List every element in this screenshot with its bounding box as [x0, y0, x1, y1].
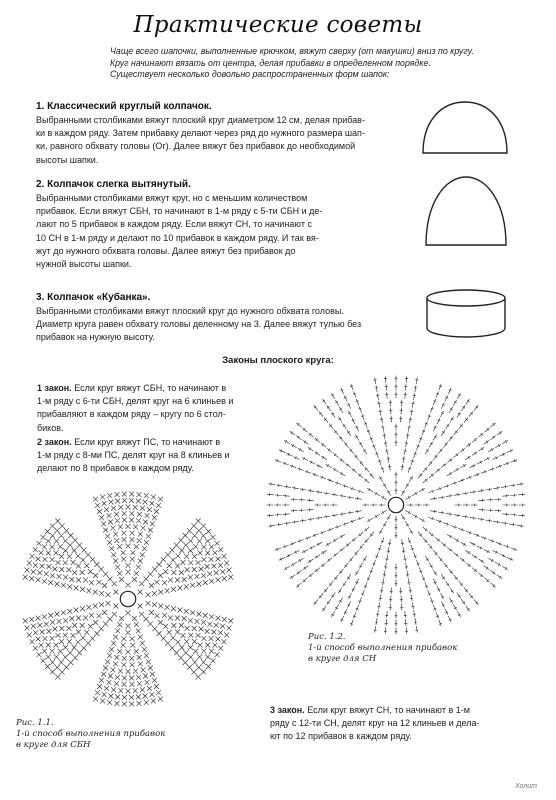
center-ring [388, 497, 403, 512]
wedge [267, 483, 386, 528]
center-ring [120, 591, 135, 606]
text-line: высоты шапки. [36, 154, 99, 165]
stitch-symbols [314, 514, 391, 626]
kubanka-cap-icon [425, 288, 507, 340]
text-line: Выбранными столбиками вяжут плоский круг до нужного обхвата головы. [36, 306, 344, 316]
text-line: Если круг вяжут СБН, то начинают в [71, 383, 227, 393]
wedge [275, 423, 387, 500]
wedge [374, 516, 419, 635]
wedge [314, 384, 391, 496]
text-line: жут до нужного обхвата головы. Далее вяжут без прибавок до [36, 245, 296, 256]
wedge [314, 514, 391, 626]
section-heading-2: 2. Колпачок слегка вытянутый. [36, 179, 191, 190]
caption-line: Рис. 1.2. [308, 632, 346, 642]
stitch-symbols [401, 384, 478, 496]
wedge [138, 519, 234, 598]
text-line: Диаметр круга равен обхвату головы деленному на 3. Далее вяжут тулью без [36, 319, 362, 330]
stitch-symbols [275, 510, 387, 587]
caption-line: в круге для СБН [16, 740, 91, 750]
wedge [405, 423, 517, 500]
text-line: 10 СН в 1-м ряду и делают по 10 прибавок в каждом ряду. И так вя- [36, 232, 319, 243]
text-line: делают по 8 прибавок в каждом ряду. [37, 463, 194, 474]
text-line: ют по 12 прибавок в каждом ряду. [270, 731, 412, 742]
text-line: ки, равного обхвату головы (Ог). Далее вяжут без прибавок до необходимой [36, 141, 356, 152]
law-label: 1 закон. [37, 383, 72, 393]
caption-line: в круге для СН [308, 654, 377, 664]
intro-line: Круг начинают вязать от центра, делая прибавки в определенном порядке. [110, 57, 431, 68]
stitch-symbols [405, 423, 517, 500]
text-line: ки в каждом ряду. Затем прибавку делают через ряд до нужного размера шап- [36, 128, 365, 139]
wedge [23, 519, 119, 598]
stitch-symbols [93, 611, 163, 707]
watermark: Холит [515, 783, 537, 790]
section-text-1 [36, 114, 365, 167]
text-line: Выбранными столбиками вяжут плоский круг диаметром 12 см, делая прибав- [36, 115, 365, 125]
caption-line: 1-й способ выполнения прибавок [16, 729, 166, 739]
law-1 [37, 382, 233, 435]
caption-line: Рис. 1.1. [16, 718, 54, 728]
text-line: прибавок на нужную высоту. [36, 332, 155, 343]
figure-caption-1-1 [16, 718, 165, 751]
wedge [374, 376, 419, 495]
stitch-symbols [138, 601, 234, 680]
text-line: 1-м ряду с 6-ти СБН, делят круг на 6 клиньев и [37, 396, 234, 407]
law-label: 3 закон. [270, 705, 305, 715]
elongated-cap-icon [423, 175, 509, 247]
stitch-symbols [374, 516, 419, 635]
page-title: Практические советы [133, 12, 423, 38]
crochet-diagram-6-wedges [16, 487, 240, 711]
section-heading-1: 1. Классический круглый колпачок. [36, 101, 212, 112]
crochet-diagram-12-wedges [266, 375, 526, 635]
text-line: прибавок. Если вяжут СБН, то начинают в 1-м ряду с 5-ти СБН и де- [36, 206, 323, 217]
wedge [275, 510, 387, 587]
wedge [405, 510, 517, 587]
stitch-symbols [401, 514, 478, 626]
wedge [93, 611, 163, 707]
dome-cap-icon [420, 100, 510, 155]
stitch-symbols [23, 601, 119, 680]
text-line: лают по 5 прибавок в каждом ряду. Если вяжут СН, то начинают с [36, 219, 312, 230]
text-line: нужной высоты шапки. [36, 259, 132, 270]
stitch-symbols [407, 483, 526, 528]
text-line: ряду с 12-ти СН, делят круг на 12 клиньев и дела- [270, 718, 480, 729]
stitch-symbols [267, 483, 386, 528]
stitch-symbols [405, 510, 517, 587]
wedge [138, 601, 234, 680]
stitch-symbols [374, 376, 419, 495]
text-line: прибавляют в каждом ряду – кругу по 6 стол- [37, 409, 226, 420]
law-label: 2 закон. [37, 437, 72, 447]
stitch-symbols [314, 384, 391, 496]
wedge [407, 483, 526, 528]
stitch-symbols [138, 519, 234, 598]
wedge [93, 492, 163, 588]
section-text-3 [36, 305, 361, 345]
text-line: Если круг вяжут СН, то начинают в 1-м [304, 705, 470, 715]
caption-line: 1-й способ выполнения прибавок [308, 643, 458, 653]
intro-line: Чаще всего шапочки, выполненные крючком, вяжут сверху (от макушки) вниз по кругу. [110, 46, 474, 56]
wedge [401, 514, 478, 626]
text-line: биков. [37, 422, 64, 433]
stitch-symbols [23, 519, 119, 598]
figure-caption-1-2 [308, 632, 457, 665]
law-2 [37, 436, 230, 476]
wedge [401, 384, 478, 496]
section-text-2 [36, 192, 322, 271]
stitch-symbols [275, 423, 387, 500]
text-line: Если круг вяжут ПС, то начинают в [71, 437, 221, 447]
text-line: 1-м ряду с 8-ми ПС, делят круг на 8 клиньев и [37, 450, 230, 461]
law-3 [270, 704, 480, 744]
laws-heading: Законы плоского круга: [222, 355, 334, 366]
stitch-symbols [93, 492, 163, 588]
section-heading-3: 3. Колпачок «Кубанка». [36, 292, 151, 303]
intro-text [110, 46, 540, 81]
intro-line: Существует несколько довольно распространенных форм шапок: [110, 69, 390, 79]
wedge [23, 601, 119, 680]
text-line: Выбранными столбиками вяжут круг, но с меньшим количеством [36, 193, 308, 203]
